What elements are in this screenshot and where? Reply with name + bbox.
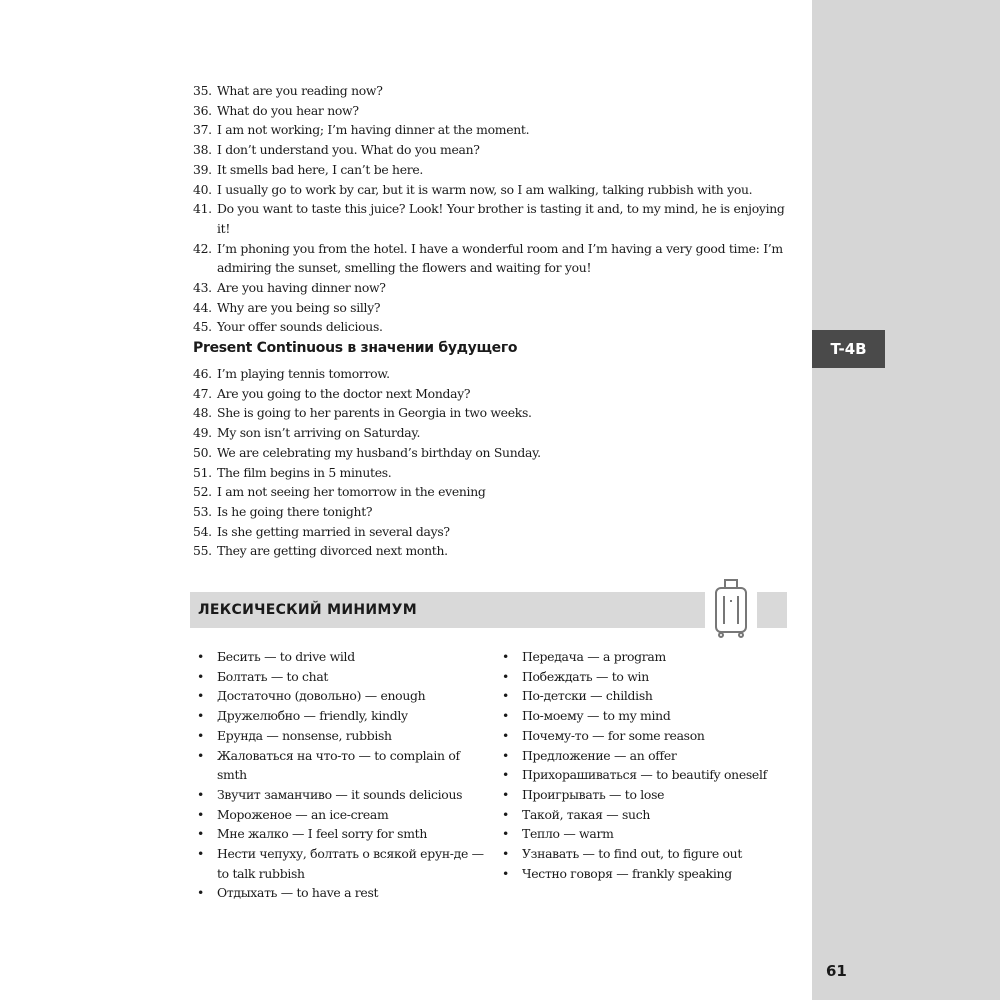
- item-text: What are you reading now?: [217, 83, 383, 98]
- vocabulary-item: • По-детски — childish: [498, 686, 798, 706]
- item-number: 41.: [193, 201, 212, 217]
- exercise-item: [193, 101, 787, 121]
- exercise-item: [193, 522, 787, 542]
- item-text: What do you hear now?: [217, 102, 359, 118]
- vocabulary-section-bar: [190, 592, 787, 628]
- item-text: Are you having dinner now?: [217, 280, 386, 296]
- exercise-item: [193, 180, 787, 200]
- item-number: 54.: [193, 523, 212, 539]
- suitcase-icon: [705, 576, 757, 638]
- vocabulary-item: • Дружелюбно — friendly, kindly: [193, 706, 485, 726]
- vocabulary-item: • Предложение — an offer: [498, 746, 798, 766]
- item-number: 40.: [193, 181, 212, 197]
- vocabulary-item: • Звучит заманчиво — it sounds delicious: [193, 785, 485, 805]
- vocabulary-item: • Бесить — to drive wild: [193, 647, 485, 667]
- section-tab: T-4B: [812, 330, 885, 368]
- item-number: 49.: [193, 425, 212, 441]
- item-text: They are getting divorced next month.: [217, 543, 448, 559]
- exercise-item: [193, 160, 787, 180]
- vocabulary-item: • Нести чепуху, болтать о всякой ерун-де — to talk rubbish: [193, 844, 485, 883]
- side-margin-bar: [812, 0, 1000, 1000]
- item-number: 36.: [193, 102, 212, 118]
- item-text: The film begins in 5 minutes.: [217, 464, 392, 480]
- exercise-item: [193, 502, 787, 522]
- item-text: I don’t understand you. What do you mean?: [217, 142, 480, 158]
- item-text: I’m phoning you from the hotel. I have a wonderful room and I’m having a very good time: I’m admiring the sunset, smelling the flowers and waiting for you!: [217, 240, 783, 276]
- exercise-list-future-meaning: [193, 364, 787, 561]
- exercise-item: [193, 239, 787, 278]
- exercise-item: [193, 81, 787, 101]
- item-text: Do you want to taste this juice? Look! Your brother is tasting it and, to my mind, he is enjoying it!: [217, 201, 785, 236]
- exercise-item: [193, 403, 787, 423]
- item-text: We are celebrating my husband’s birthday on Sunday.: [217, 444, 541, 460]
- item-text: Why are you being so silly?: [217, 299, 381, 315]
- item-text: She is going to her parents in Georgia in two weeks.: [217, 405, 532, 421]
- item-text: I am not working; I’m having dinner at the moment.: [217, 122, 530, 138]
- vocabulary-item: • Такой, такая — such: [498, 805, 798, 825]
- item-number: 44.: [193, 299, 212, 315]
- item-number: 51.: [193, 464, 212, 480]
- exercise-item: [193, 463, 787, 483]
- vocabulary-item: • Прихорашиваться — to beautify oneself: [498, 765, 798, 785]
- item-number: 50.: [193, 444, 212, 460]
- item-number: 39.: [193, 161, 212, 177]
- exercise-item: [193, 423, 787, 443]
- vocabulary-item: • Жаловаться на что-то — to complain of smth: [193, 746, 485, 785]
- section-heading: Present Continuous в значении будущего: [193, 340, 518, 356]
- item-text: My son isn’t arriving on Saturday.: [217, 425, 421, 441]
- item-number: 43.: [193, 280, 212, 296]
- vocabulary-list-left: [193, 647, 485, 903]
- item-text: I’m playing tennis tomorrow.: [217, 366, 390, 381]
- vocabulary-item: • Честно говоря — frankly speaking: [498, 864, 798, 884]
- item-text: Is he going there tonight?: [217, 503, 373, 519]
- item-number: 46.: [193, 366, 212, 381]
- item-number: 47.: [193, 385, 212, 401]
- vocabulary-list-right: [498, 647, 798, 883]
- exercise-item: [193, 199, 787, 238]
- vocabulary-item: • Болтать — to chat: [193, 667, 485, 687]
- exercise-item: [193, 298, 787, 318]
- exercise-item: [193, 317, 787, 337]
- vocabulary-item: • Тепло — warm: [498, 824, 798, 844]
- vocabulary-item: • Мороженое — an ice-cream: [193, 805, 485, 825]
- item-number: 53.: [193, 503, 212, 519]
- item-number: 38.: [193, 142, 212, 158]
- exercise-item: [193, 482, 787, 502]
- vocabulary-item: • Почему-то — for some reason: [498, 726, 798, 746]
- item-text: I am not seeing her tomorrow in the evening: [217, 484, 486, 500]
- exercise-item: [193, 140, 787, 160]
- vocabulary-item: • По-моему — to my mind: [498, 706, 798, 726]
- item-number: 55.: [193, 543, 212, 559]
- exercise-item: [193, 384, 787, 404]
- item-number: 48.: [193, 405, 212, 421]
- vocabulary-title: ЛЕКСИЧЕСКИЙ МИНИМУМ: [198, 602, 417, 618]
- item-text: I usually go to work by car, but it is warm now, so I am walking, talking rubbish with you.: [217, 181, 753, 197]
- item-text: Is she getting married in several days?: [217, 523, 450, 539]
- item-number: 52.: [193, 484, 212, 500]
- vocabulary-item: • Отдыхать — to have a rest: [193, 883, 485, 903]
- item-text: Your offer sounds delicious.: [217, 319, 383, 335]
- vocabulary-item: • Ерунда — nonsense, rubbish: [193, 726, 485, 746]
- item-text: Are you going to the doctor next Monday?: [217, 385, 471, 401]
- page-number: 61: [826, 962, 847, 980]
- item-text: It smells bad here, I can’t be here.: [217, 161, 424, 177]
- vocabulary-item: • Побеждать — to win: [498, 667, 798, 687]
- exercise-item: [193, 364, 787, 384]
- item-number: 35.: [193, 83, 212, 98]
- item-number: 45.: [193, 319, 212, 335]
- vocabulary-item: • Мне жалко — I feel sorry for smth: [193, 824, 485, 844]
- vocabulary-item: • Достаточно (довольно) — enough: [193, 686, 485, 706]
- vocabulary-item: • Узнавать — to find out, to figure out: [498, 844, 798, 864]
- exercise-item: [193, 443, 787, 463]
- item-number: 42.: [193, 240, 212, 256]
- item-number: 37.: [193, 122, 212, 138]
- exercise-item: [193, 541, 787, 561]
- exercise-item: [193, 278, 787, 298]
- exercise-item: [193, 120, 787, 140]
- exercise-list-present-continuous: [193, 81, 787, 337]
- vocabulary-item: • Проигрывать — to lose: [498, 785, 798, 805]
- vocabulary-item: • Передача — a program: [498, 647, 798, 667]
